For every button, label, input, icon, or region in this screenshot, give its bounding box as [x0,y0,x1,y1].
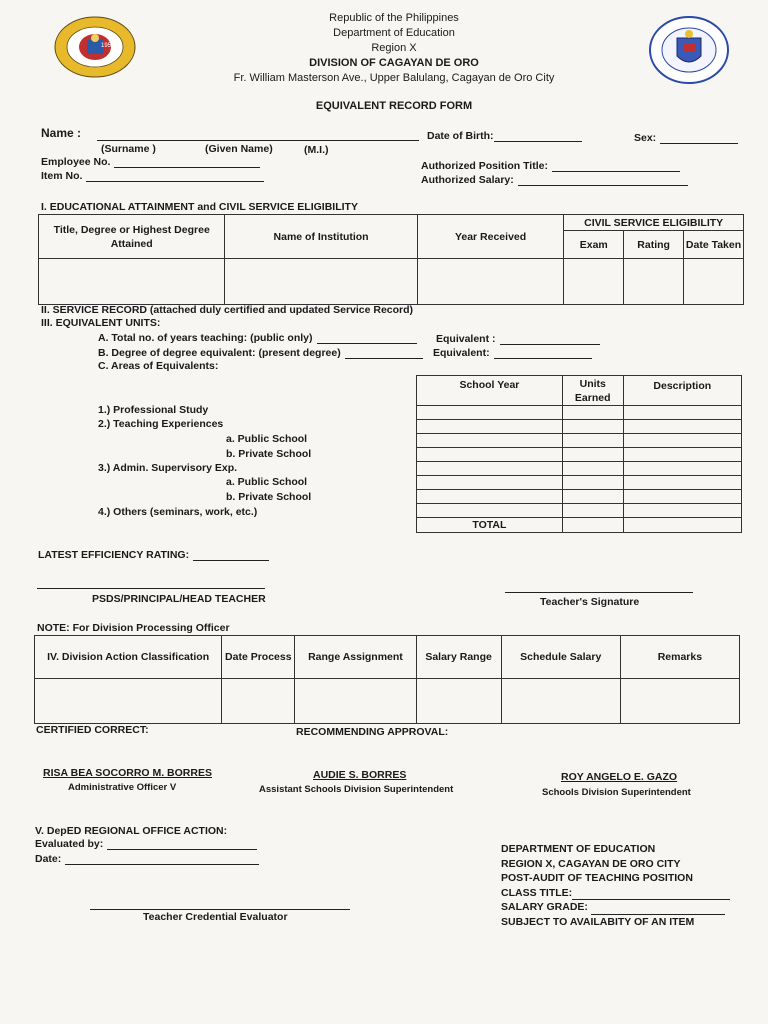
units-row-cell[interactable] [562,406,623,420]
area-admin-private: b. Private School [226,491,312,503]
regional-line2: REGION X, CAGAYAN DE ORO CITY [501,857,681,870]
equivalent-b-line[interactable] [494,347,592,359]
auth-salary-label: Authorized Salary: [421,174,688,186]
units-row-cell[interactable] [417,504,563,518]
header-line2: Department of Education [333,27,455,39]
units-row-cell[interactable] [623,476,741,490]
units-row-cell[interactable] [562,420,623,434]
official-title: Administrative Officer V [68,782,177,793]
col-description: Description [623,376,741,406]
units-row-cell[interactable] [562,448,623,462]
equivalent-a-label: Equivalent : [436,333,600,345]
header-line1: Republic of the Philippines [329,12,459,24]
col-range-assignment: Range Assignment [295,636,416,679]
division-action-table [34,635,740,724]
regional-block [501,842,730,930]
auth-position-line[interactable] [552,160,680,172]
cell-date-process[interactable] [222,679,295,724]
cell-remarks[interactable] [620,679,739,724]
col-rating: Rating [624,231,684,259]
class-title-line[interactable] [572,888,730,900]
col-remarks: Remarks [620,636,739,679]
units-row-cell[interactable] [562,504,623,518]
col-title-degree: Title, Degree or Highest Degree Attained [39,215,225,259]
header-division: DIVISION OF CAGAYAN DE ORO [309,57,479,69]
given-name-caption: (Given Name) [205,143,273,155]
sex-line[interactable] [660,132,738,144]
employee-no-label: Employee No. [41,156,260,168]
col-units-earned: Units Earned [562,376,623,406]
col-year-received: Year Received [417,215,564,259]
item-b-line[interactable] [345,347,423,359]
cell-range-assignment[interactable] [295,679,416,724]
cell-exam[interactable] [564,259,624,305]
units-row-cell[interactable] [623,462,741,476]
col-division-action: IV. Division Action Classification [35,636,222,679]
class-title-label: CLASS TITLE: [501,886,730,901]
efficiency-label: LATEST EFFICIENCY RATING: [38,549,269,561]
area-teaching-public: a. Public School [226,433,308,445]
col-school-year: School Year [417,376,563,406]
units-row-cell[interactable] [623,420,741,434]
units-row-cell[interactable] [623,504,741,518]
col-civil-service: CIVIL SERVICE ELIGIBILITY [564,215,744,231]
item-a-label: A. Total no. of years teaching: (public only) [98,332,417,344]
teacher-signature-caption: Teacher's Signature [540,596,640,608]
item-c-label: C. Areas of Equivalents: [98,360,219,372]
total-label: TOTAL [417,518,563,533]
units-row-cell[interactable] [417,448,563,462]
units-table [416,375,742,533]
certified-label: CERTIFIED CORRECT: [36,724,149,736]
name-line[interactable] [97,140,419,141]
regional-line3: POST-AUDIT OF TEACHING POSITION [501,872,693,885]
evaluated-by-label: Evaluated by: [35,838,257,850]
date-line[interactable] [65,853,259,865]
cell-institution[interactable] [225,259,417,305]
sex-label: Sex: [634,132,738,144]
units-row-cell[interactable] [417,406,563,420]
col-date-taken: Date Taken [684,231,744,259]
evaluator-caption: Teacher Credential Evaluator [143,911,288,923]
surname-caption: (Surname ) [101,143,156,155]
official-name: ROY ANGELO E. GAZO [561,771,678,783]
letterhead [200,11,588,86]
area-admin-public: a. Public School [226,476,308,488]
equivalent-b-label: Equivalent: [433,347,592,359]
psds-signature-line[interactable] [37,588,265,589]
units-row-cell[interactable] [562,462,623,476]
cell-salary-range[interactable] [416,679,501,724]
area-others: 4.) Others (seminars, work, etc.) [98,506,258,518]
area-admin-exp: 3.) Admin. Supervisory Exp. [98,462,238,474]
col-exam: Exam [564,231,624,259]
dob-line[interactable] [494,130,582,142]
units-row-cell[interactable] [623,406,741,420]
units-row-cell[interactable] [562,476,623,490]
item-b-label: B. Degree of degree equivalent: (present degree) [98,347,423,359]
total-desc-cell[interactable] [623,518,741,533]
regional-line6: SUBJECT TO AVAILABITY OF AN ITEM [501,915,695,928]
auth-salary-line[interactable] [518,174,688,186]
units-row-cell[interactable] [417,476,563,490]
name-label: Name : [41,126,82,140]
units-row-cell[interactable] [562,434,623,448]
col-salary-range: Salary Range [416,636,501,679]
evaluated-by-line[interactable] [107,838,257,850]
regional-line1: DEPARTMENT OF EDUCATION [501,843,656,855]
units-row-cell[interactable] [623,448,741,462]
form-title: EQUIVALENT RECORD FORM [315,100,473,112]
seal-year: 1953 [101,43,115,49]
units-row-cell[interactable] [417,490,563,504]
recommending-label: RECOMMENDING APPROVAL: [296,726,449,738]
cell-schedule-salary[interactable] [501,679,620,724]
area-professional-study: 1.) Professional Study [98,404,209,416]
units-row-cell[interactable] [417,462,563,476]
employee-no-line[interactable] [114,156,260,168]
salary-grade-line[interactable] [591,903,725,915]
units-row-cell[interactable] [417,434,563,448]
auth-position-label: Authorized Position Title: [421,160,680,172]
dob-label: Date of Birth: [427,130,582,142]
item-no-label: Item No. [41,170,264,182]
total-units-cell[interactable] [562,518,623,533]
area-teaching-exp: 2.) Teaching Experiences [98,418,224,430]
cell-title[interactable] [39,259,225,305]
efficiency-line[interactable] [193,549,269,561]
section1-title: I. EDUCATIONAL ATTAINMENT and CIVIL SERVICE ELIGIBILITY [41,201,358,213]
equivalent-a-line[interactable] [500,333,600,345]
section5-title: V. DepED REGIONAL OFFICE ACTION: [35,825,228,837]
salary-grade-label: SALARY GRADE: [501,900,730,915]
item-no-line[interactable] [86,170,264,182]
units-row-cell[interactable] [623,434,741,448]
psds-caption: PSDS/PRINCIPAL/HEAD TEACHER [92,593,266,605]
col-institution: Name of Institution [225,215,417,259]
evaluator-signature-line[interactable] [90,909,350,910]
col-schedule-salary: Schedule Salary [501,636,620,679]
official-title: Schools Division Superintendent [542,787,691,798]
header-line3: Region X [371,42,417,54]
date-label: Date: [35,853,259,865]
note-label: NOTE: For Division Processing Officer [37,622,230,634]
units-row-cell[interactable] [417,420,563,434]
cell-year[interactable] [417,259,564,305]
teacher-signature-line[interactable] [505,592,693,593]
area-teaching-private: b. Private School [226,448,312,460]
division-seal-logo [54,16,136,78]
item-a-line[interactable] [317,332,417,344]
official-title: Assistant Schools Division Superintendent [259,784,454,795]
cell-rating[interactable] [624,259,684,305]
section2-title: II. SERVICE RECORD (attached duly certified and updated Service Record) [41,304,414,316]
deped-seal-logo [649,16,729,84]
col-date-process: Date Process [222,636,295,679]
section3-title: III. EQUIVALENT UNITS: [41,317,161,329]
education-table [38,214,744,305]
official-name: RISA BEA SOCORRO M. BORRES [43,767,212,779]
units-row-cell[interactable] [562,490,623,504]
cell-division-action[interactable] [35,679,222,724]
cell-date[interactable] [684,259,744,305]
mi-caption: (M.I.) [304,144,329,156]
header-address: Fr. William Masterson Ave., Upper Balulang, Cagayan de Oro City [233,72,555,84]
official-name: AUDIE S. BORRES [313,769,407,781]
units-row-cell[interactable] [623,490,741,504]
